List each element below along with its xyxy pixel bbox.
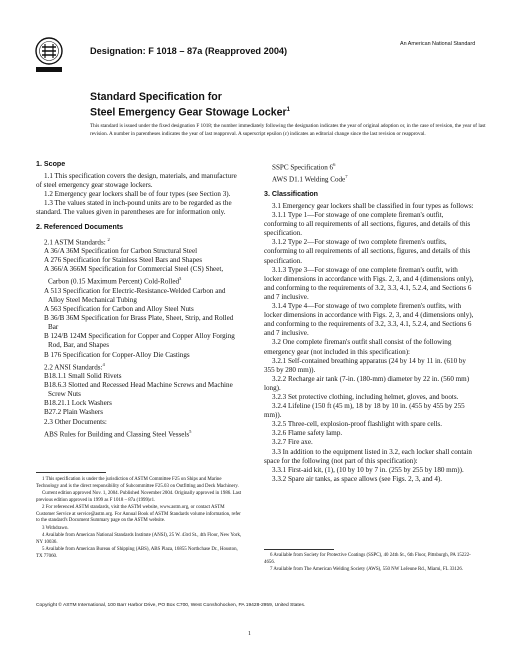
para-3-2-6: 3.2.6 Flame safety lamp.: [272, 429, 343, 438]
reference-item: A 513 Specification for Electric-Resistance-Welded Carbon and Alloy Steel Mechanical Tubing: [44, 286, 226, 304]
issuance-note: This standard is issued under the fixed designation F 1018; the number immediately following the designation indicates the year of original adoption or, in the case of revision, the year of last revision. A number in parentheses indicates the year of last reapproval. A superscript epsilon (ε) indicates an editorial change since the last revision or reapproval.: [90, 123, 486, 137]
para-3-3-2: 3.3.2 Spare air tanks, as space allows (see Figs. 2, 3, and 4).: [272, 474, 443, 483]
para-1-3: 1.3 The values stated in inch-pound units are to be regarded as the standard. The values given in parentheses are for information only.: [36, 199, 232, 217]
footnote: Current edition approved Nov. 1, 2004. Published November 2004. Originally approved in 1986. Last previous edition approved in 1999 as F 1018 – 87a (1999)ε1.: [36, 491, 242, 503]
para-3-3: 3.3 In addition to the equipment listed in 3.2, each locker shall contain space for the following (not part of this specification):: [264, 447, 472, 465]
ansi-item: B18.21.1 Lock Washers: [44, 399, 112, 408]
reference-item: B 176 Specification for Copper-Alloy Die Castings: [44, 350, 190, 359]
para-3-2: 3.2 One complete fireman's outfit shall consist of the following emergency gear (not included in this specification):: [264, 338, 452, 356]
para-2-2: 2.2 ANSI Standards:$^4$: [44, 361, 105, 371]
other-document-item: SSPC Specification $6^6$: [272, 162, 336, 172]
footnote: 6 Available from Society for Protective Coatings (SSPC), 40 24th St., 6th Floor, Pittsburgh, PA 15222-4656.: [264, 553, 471, 565]
footnote: 5 Available from American Bureau of Shipping (ABS), ABS Plaza, 16855 Northchase Dr., Houston, TX 77060.: [36, 547, 238, 559]
para-2-1: 2.1 ASTM Standards: $^2$: [44, 236, 110, 247]
astm-logo-icon: [34, 36, 64, 76]
national-standard-label: An American National Standard: [400, 41, 476, 47]
footnote: 3 Withdrawn.: [42, 525, 69, 531]
footnote: 2 For referenced ASTM standards, visit the ASTM website, www.astm.org, or contact ASTM Customer Service at service@astm.org. For Annual Book of ASTM Standards volume information, refer to the standard's Document Summary page on the ASTM website.: [36, 505, 241, 523]
reference-item: A 276 Specification for Stainless Steel Bars and Shapes: [44, 256, 203, 265]
para-3-2-5: 3.2.5 Three-cell, explosion-proof flashlight with spare cells.: [272, 420, 443, 429]
section-heading-scope: 1. Scope: [36, 160, 66, 168]
para-3-2-7: 3.2.7 Fire axe.: [272, 438, 313, 447]
page-number: 1: [248, 631, 251, 637]
para-3-1-4: 3.1.4 Type 4—For stowage of two complete firemen's outfits, with locker dimensions in accordance with Figs. 2, 3, and 4 (dimensions only), and conforming to the requirements of 3.2, 3.3, 4.1, 5.2.4, and Sections 6 and 7 inclusive.: [264, 302, 474, 338]
para-3-2-1: 3.2.1 Self-contained breathing apparatus (24 by 14 by 11 in. (610 by 355 by 280 mm)).: [264, 356, 466, 374]
footnote: 1 This specification is under the jurisdiction of ASTM Committee F25 on Ships and Marine Technology and is the direct responsibility of Subcommittee F25.03 on Outfitting and Deck Machinery.: [36, 477, 239, 489]
footnote: 7 Available from The American Welding Society (AWS), 550 NW LeJeune Rd., Miami, FL 33126.: [270, 567, 464, 572]
para-1-1: 1.1 This specification covers the design, materials, and manufacture of steel emergency gear stowage lockers.: [36, 172, 237, 190]
copyright-line: Copyright © ASTM International, 100 Barr Harbor Drive, PO Box C700, West Conshohocken, PA 19428-2959, United States.: [36, 603, 306, 608]
other-document-item: ABS Rules for Building and Classing Steel Vessels$^5$: [44, 428, 192, 438]
para-1-2: 1.2 Emergency gear lockers shall be of four types (see Section 3).: [44, 190, 231, 199]
footnotes-right: [264, 553, 474, 575]
document-title: [90, 91, 290, 120]
reference-item: A 36/A 36M Specification for Carbon Structural Steel: [44, 247, 198, 256]
para-3-1-1: 3.1.1 Type 1—For stowage of one complete fireman's outfit, conforming to all requirements of all sections, figures, and details of this specification.: [264, 211, 471, 238]
designation: Designation: F 1018 – 87a (Reapproved 2004): [90, 46, 288, 56]
ansi-item: B18.6.3 Slotted and Recessed Head Machine Screws and Machine Screw Nuts: [44, 381, 233, 399]
footnote-rule-right: [264, 549, 334, 550]
footnotes-left: [36, 477, 242, 561]
ansi-item: B27.2 Plain Washers: [44, 408, 104, 417]
right-column: [264, 160, 474, 484]
section-heading-classification: 3. Classification: [264, 189, 319, 198]
footnote: 4 Available from American National Standards Institute (ANSI), 25 W. 43rd St., 4th Floor, New York, NY 10036.: [36, 533, 242, 545]
reference-item: B 36/B 36M Specification for Brass Plate, Sheet, Strip, and Rolled Bar: [44, 314, 234, 332]
para-3-1: 3.1 Emergency gear lockers shall be classified in four types as follows:: [272, 202, 474, 210]
para-3-2-2: 3.2.2 Recharge air tank (7-in. (180-mm) diameter by 22 in. (560 mm) long).: [264, 374, 470, 392]
para-3-2-4: 3.2.4 Lifeline (150 ft (45 m), 18 by 18 by 10 in. (455 by 455 by 255 mm)).: [264, 402, 465, 420]
para-3-1-3: 3.1.3 Type 3—For stowage of one complete fireman's outfit, with locker dimensions in accordance with Figs. 2, 3, and 4 (dimensions only), and conforming to the requirements of 3.2, 3.3, 4.1, 5.2.4, and Sections 6 and 7 inclusive.: [264, 265, 474, 301]
reference-item: A 366/A 366M Specification for Commercial Steel (CS) Sheet, Carbon (0.15 Maximum Percent) Cold-Rolled$^3$: [44, 265, 224, 286]
footnote-rule-left: [36, 472, 106, 473]
para-2-3: 2.3 Other Documents:: [44, 417, 107, 426]
title-line-1: Standard Specification for: [90, 91, 222, 103]
para-3-1-2: 3.1.2 Type 2—For stowage of two complete firemen's outfits, conforming to all requirements of all sections, figures, and details of this specification.: [264, 238, 471, 265]
ansi-item: B18.1.1 Small Solid Rivets: [44, 372, 122, 381]
para-3-2-3: 3.2.3 Set protective clothing, including helmet, gloves, and boots.: [272, 392, 459, 401]
para-3-3-1: 3.3.1 First-aid kit, (1), (10 by 10 by 7 in. (255 by 255 by 180 mm)).: [272, 465, 464, 474]
title-line-2: Steel Emergency Gear Stowage Locker$^1$: [90, 106, 291, 119]
other-document-item: AWS D1.1 Welding Code$^7$: [272, 174, 348, 184]
reference-item: B 124/B 124M Specification for Copper and Copper Alloy Forging Rod, Bar, and Shapes: [44, 332, 235, 350]
section-heading-referenced-documents: 2. Referenced Documents: [36, 222, 124, 231]
left-column: [36, 160, 242, 439]
reference-item: A 563 Specification for Carbon and Alloy Steel Nuts: [44, 305, 194, 314]
